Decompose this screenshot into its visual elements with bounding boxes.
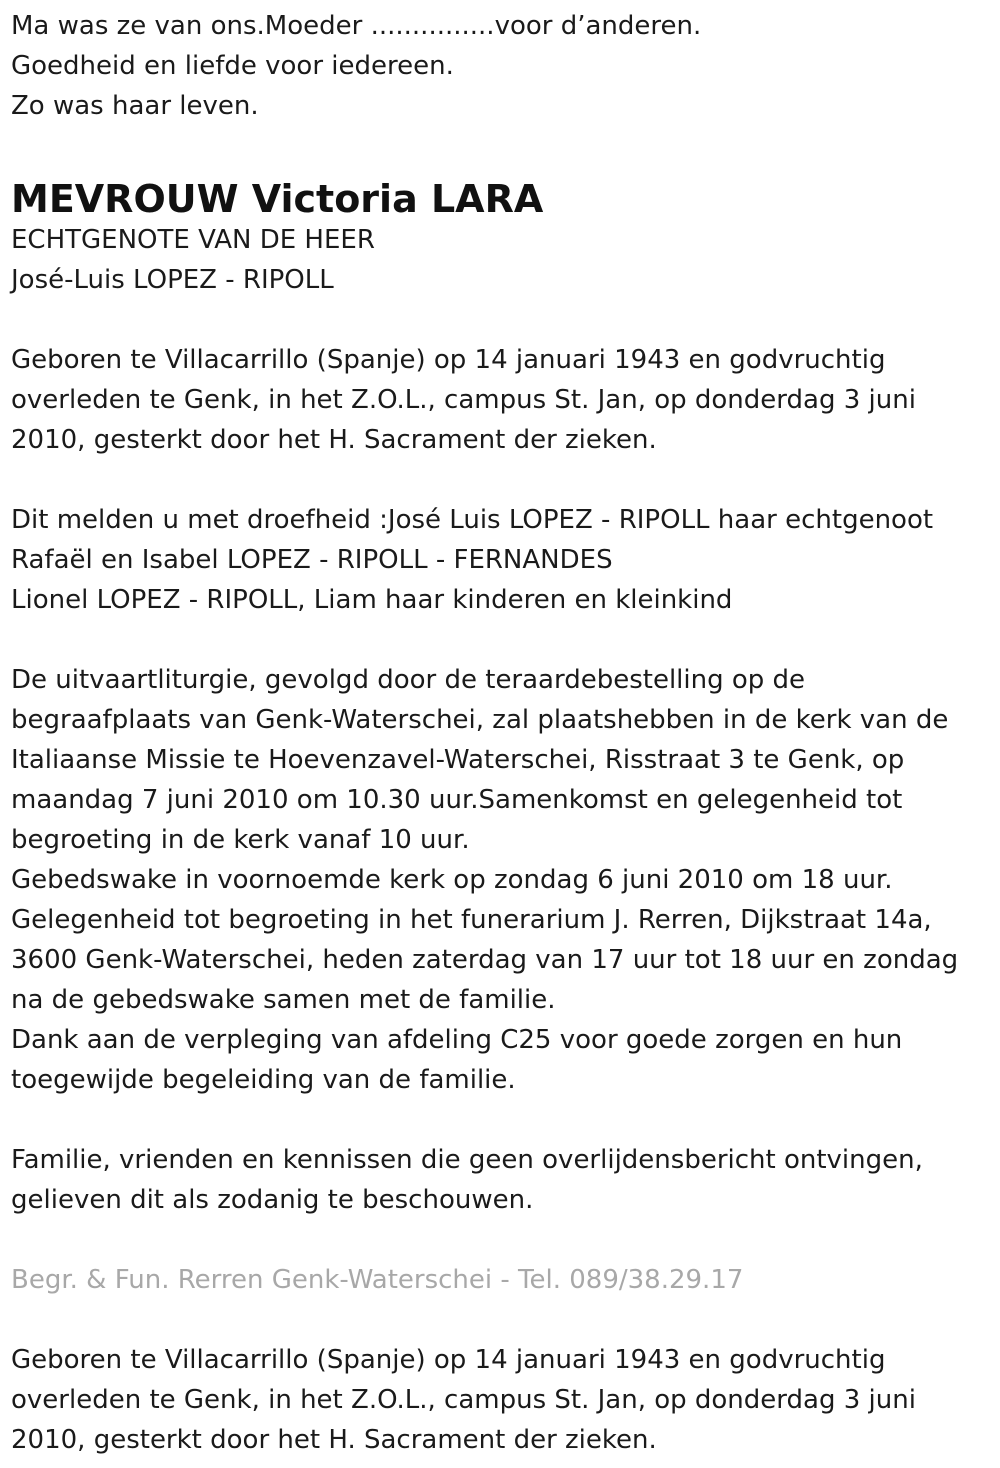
funeral-paragraph	[11, 660, 986, 1100]
paragraph-line: Familie, vrienden en kennissen die geen overlijdensbericht ontvingen,	[11, 1145, 923, 1175]
funeral-home-footer	[11, 1260, 986, 1300]
deceased-header	[11, 172, 986, 300]
paragraph-line: Gebedswake in voornoemde kerk op zondag 6 juni 2010 om 18 uur.	[11, 865, 893, 895]
birth-death-paragraph	[11, 340, 986, 460]
spacer	[11, 620, 986, 660]
paragraph-line: na de gebedswake samen met de familie.	[11, 985, 556, 1015]
paragraph-line: begraafplaats van Genk-Waterschei, zal plaatshebben in de kerk van de	[11, 705, 949, 735]
paragraph-line: Dit melden u met droefheid :José Luis LOPEZ - RIPOLL haar echtgenoot	[11, 505, 934, 535]
spacer	[11, 1300, 986, 1340]
birth-death-paragraph-repeat	[11, 1340, 986, 1460]
paragraph-line: overleden te Genk, in het Z.O.L., campus St. Jan, op donderdag 3 juni	[11, 1385, 916, 1415]
paragraph-line: 3600 Genk-Waterschei, heden zaterdag van 17 uur tot 18 uur en zondag	[11, 945, 959, 975]
paragraph-line: 2010, gesterkt door het H. Sacrament der zieken.	[11, 1425, 657, 1455]
spacer	[11, 460, 986, 500]
intro-line: Ma was ze van ons.Moeder ...............voor d’anderen.	[11, 11, 702, 41]
paragraph-line: overleden te Genk, in het Z.O.L., campus St. Jan, op donderdag 3 juni	[11, 385, 916, 415]
paragraph-line: maandag 7 juni 2010 om 10.30 uur.Samenkomst en gelegenheid tot	[11, 785, 903, 815]
paragraph-line: De uitvaartliturgie, gevolgd door de teraardebestelling op de	[11, 665, 806, 695]
paragraph-line: Rafaël en Isabel LOPEZ - RIPOLL - FERNANDES	[11, 545, 613, 575]
spouse-name: José-Luis LOPEZ - RIPOLL	[11, 265, 334, 295]
paragraph-line: gelieven dit als zodanig te beschouwen.	[11, 1185, 534, 1215]
paragraph-line: 2010, gesterkt door het H. Sacrament der zieken.	[11, 425, 657, 455]
paragraph-line: Gelegenheid tot begroeting in het funerarium J. Rerren, Dijkstraat 14a,	[11, 905, 932, 935]
paragraph-line: Geboren te Villacarrillo (Spanje) op 14 januari 1943 en godvruchtig	[11, 345, 886, 375]
spacer	[11, 1220, 986, 1260]
paragraph-line: begroeting in de kerk vanaf 10 uur.	[11, 825, 470, 855]
obituary-document	[11, 6, 986, 1460]
notice-paragraph	[11, 1140, 986, 1220]
funeral-home-contact: Begr. & Fun. Rerren Genk-Waterschei - Tel. 089/38.29.17	[11, 1265, 744, 1295]
intro-line: Goedheid en liefde voor iedereen.	[11, 51, 454, 81]
paragraph-line: Italiaanse Missie te Hoevenzavel-Waterschei, Risstraat 3 te Genk, op	[11, 745, 905, 775]
deceased-name: MEVROUW Victoria LARA	[11, 177, 544, 221]
announcement-paragraph	[11, 500, 986, 620]
intro-line: Zo was haar leven.	[11, 91, 259, 121]
spacer	[11, 126, 986, 166]
spacer	[11, 1100, 986, 1140]
intro-verse	[11, 6, 986, 126]
paragraph-line: Dank aan de verpleging van afdeling C25 voor goede zorgen en hun	[11, 1025, 903, 1055]
paragraph-line: Lionel LOPEZ - RIPOLL, Liam haar kinderen en kleinkind	[11, 585, 733, 615]
spouse-label: ECHTGENOTE VAN DE HEER	[11, 225, 375, 255]
paragraph-line: Geboren te Villacarrillo (Spanje) op 14 januari 1943 en godvruchtig	[11, 1345, 886, 1375]
spacer	[11, 300, 986, 340]
paragraph-line: toegewijde begeleiding van de familie.	[11, 1065, 516, 1095]
